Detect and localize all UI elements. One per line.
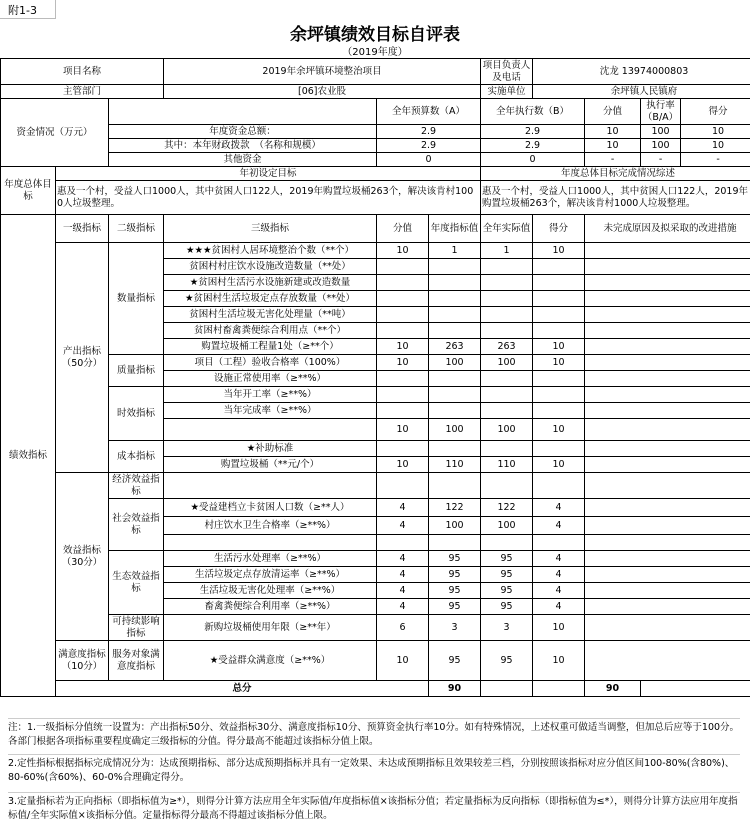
indicator-cell [481, 291, 533, 307]
indicator-cell [429, 323, 481, 339]
indicator-cell [533, 473, 585, 499]
indicator-cell [533, 291, 585, 307]
indicator-cell: 122 [429, 499, 481, 517]
indicator-reason [585, 355, 750, 371]
funds-cell: 2.9 [481, 139, 585, 153]
indicator-cell: 110 [429, 457, 481, 473]
indicator-cell: 10 [377, 355, 429, 371]
funds-cell: 0 [481, 153, 585, 167]
indicator-reason [585, 499, 750, 517]
total-label: 总分 [56, 681, 429, 697]
indicator-cell [533, 441, 585, 457]
project-name-label: 项目名称 [1, 59, 164, 85]
l2-quality: 质量指标 [109, 355, 164, 387]
indicator-name: 新购垃圾桶使用年限（≥**年） [164, 615, 377, 641]
indicator-name: 生活污水处理率（≥**%） [164, 551, 377, 567]
indicator-cell: 4 [377, 599, 429, 615]
indicator-cell [377, 535, 429, 551]
year-label: （2019年度） [342, 47, 408, 58]
indicator-cell [481, 403, 533, 419]
indicator-cell [377, 323, 429, 339]
indicator-cell [429, 473, 481, 499]
funds-blank [109, 99, 377, 125]
indicator-name: 购置垃圾桶（**元/个） [164, 457, 377, 473]
indicator-cell: 4 [377, 583, 429, 599]
indicator-name: ★贫困村生活垃圾定点存放数量（**处） [164, 291, 377, 307]
goal-initial-label: 年初设定目标 [56, 167, 481, 181]
indicator-name [164, 535, 377, 551]
indicator-cell: 4 [533, 599, 585, 615]
indicator-cell: 10 [377, 419, 429, 441]
goal-final-text: 惠及一个村，受益人口1000人，其中贫困人口122人，2019年购置垃圾桶263个，解决该肯村1000人垃圾整理。 [481, 181, 750, 215]
indicator-reason [585, 291, 750, 307]
indicator-name [164, 419, 377, 441]
col-exec: 全年执行数（B） [481, 99, 585, 125]
indicator-cell: 95 [481, 641, 533, 681]
col-ind-score: 分值 [377, 215, 429, 243]
indicator-cell: 100 [481, 355, 533, 371]
col-actual: 全年实际值 [481, 215, 533, 243]
indicator-cell [377, 387, 429, 403]
total-reason [641, 681, 750, 697]
indicator-reason [585, 535, 750, 551]
indicator-cell [377, 441, 429, 457]
indicator-name: 生活垃圾定点存放清运率（≥**%） [164, 567, 377, 583]
total-blank [481, 681, 533, 697]
evaluation-table [0, 58, 750, 697]
col-ind-get: 得分 [533, 215, 585, 243]
indicator-cell: 3 [429, 615, 481, 641]
indicator-cell: 4 [533, 583, 585, 599]
funds-cell: 10 [585, 139, 641, 153]
funds-cell: - [585, 153, 641, 167]
indicator-cell [481, 473, 533, 499]
indicator-cell [377, 307, 429, 323]
col-rate: 执行率（B/A） [641, 99, 681, 125]
indicator-cell [429, 307, 481, 323]
indicator-name: ★贫困村生活污水设施新建或改造数量 [164, 275, 377, 291]
col-reason: 未完成原因及拟采取的改进措施 [585, 215, 750, 243]
indicator-cell: 100 [481, 517, 533, 535]
indicator-cell: 110 [481, 457, 533, 473]
indicator-reason [585, 371, 750, 387]
l1-satisfy: 满意度指标（10分） [56, 641, 109, 681]
indicator-name [164, 473, 377, 499]
indicator-name: 设施正常使用率（≥**%） [164, 371, 377, 387]
impl-label: 实施单位 [481, 85, 533, 99]
indicator-reason [585, 323, 750, 339]
indicator-name: 当年开工率（≥**%） [164, 387, 377, 403]
funds-cell: 2.9 [377, 139, 481, 153]
funds-cell: - [681, 153, 750, 167]
indicator-cell: 95 [429, 641, 481, 681]
indicators-label: 绩效指标 [1, 215, 56, 697]
indicator-reason [585, 615, 750, 641]
indicator-cell [533, 403, 585, 419]
indicator-cell: 100 [481, 419, 533, 441]
indicator-cell [533, 323, 585, 339]
funds-cell: 10 [585, 125, 641, 139]
indicator-cell [429, 275, 481, 291]
indicator-reason [585, 243, 750, 259]
l2-econ: 经济效益指标 [109, 473, 164, 499]
indicator-cell [481, 275, 533, 291]
l1-output: 产出指标（50分） [56, 243, 109, 473]
indicator-cell: 100 [429, 355, 481, 371]
indicator-reason [585, 457, 750, 473]
indicator-cell: 95 [481, 599, 533, 615]
indicator-reason [585, 583, 750, 599]
funds-cell: 100 [641, 125, 681, 139]
indicator-name: 村庄饮水卫生合格率（≥**%） [164, 517, 377, 535]
funds-row-total: 年度资金总额： [109, 125, 377, 139]
indicator-reason [585, 259, 750, 275]
impl-value: 余坪镇人民镇府 [533, 85, 750, 99]
indicator-cell: 10 [533, 339, 585, 355]
indicator-cell: 10 [377, 243, 429, 259]
total-score: 90 [429, 681, 481, 697]
indicator-cell: 10 [377, 457, 429, 473]
indicator-reason [585, 419, 750, 441]
indicator-cell: 95 [429, 599, 481, 615]
indicator-name: ★★★贫困村人居环境整治个数（**个） [164, 243, 377, 259]
total-get: 90 [585, 681, 641, 697]
indicator-cell [429, 387, 481, 403]
appendix-label: 附1-3 [8, 4, 37, 17]
indicator-reason [585, 599, 750, 615]
indicator-cell [377, 473, 429, 499]
indicator-cell: 263 [429, 339, 481, 355]
indicator-cell [533, 371, 585, 387]
indicator-name: ★受益建档立卡贫困人口数（≥**人） [164, 499, 377, 517]
indicator-cell: 4 [377, 551, 429, 567]
indicator-reason [585, 387, 750, 403]
indicator-cell: 4 [533, 499, 585, 517]
indicator-name: 生活垃圾无害化处理率（≥**%） [164, 583, 377, 599]
indicator-cell: 1 [481, 243, 533, 259]
indicator-reason [585, 567, 750, 583]
indicator-cell [481, 387, 533, 403]
l1-effect: 效益指标（30分） [56, 473, 109, 641]
indicator-name: ★补助标准 [164, 441, 377, 457]
funds-cell: 0 [377, 153, 481, 167]
indicator-cell: 95 [481, 583, 533, 599]
indicator-cell [533, 535, 585, 551]
indicator-cell: 263 [481, 339, 533, 355]
indicator-cell [481, 259, 533, 275]
l2-time: 时效指标 [109, 387, 164, 441]
col-l1: 一级指标 [56, 215, 109, 243]
indicator-cell [429, 371, 481, 387]
l2-eco: 生态效益指标 [109, 551, 164, 615]
indicator-reason [585, 441, 750, 457]
indicator-reason [585, 551, 750, 567]
indicator-cell [377, 275, 429, 291]
indicator-cell [481, 307, 533, 323]
dept-label: 主管部门 [1, 85, 164, 99]
indicator-cell: 100 [429, 419, 481, 441]
note-3: 3.定量指标若为正向指标（即指标值为≥*），则得分计算方法应用全年实际值/年度指标值×该指标分值；若定量指标为反向指标（即指标值为≤*），则得分计算方法应用年度指标值/全年实际值×该指标分值。定量指标得分最高不得超过该指标分值上限。 [8, 792, 740, 823]
l2-sustain: 可持续影响指标 [109, 615, 164, 641]
col-l3: 三级指标 [164, 215, 377, 243]
indicator-name: 项目（工程）验收合格率（100%） [164, 355, 377, 371]
indicator-name: 贫困村生活垃圾无害化处理量（**吨） [164, 307, 377, 323]
indicator-cell: 10 [533, 641, 585, 681]
indicator-cell: 4 [533, 517, 585, 535]
indicator-cell: 95 [481, 567, 533, 583]
funds-cell: 2.9 [377, 125, 481, 139]
indicator-cell: 4 [533, 551, 585, 567]
indicator-cell [429, 403, 481, 419]
indicator-name: 购置垃圾桶工程量1处（≥**个） [164, 339, 377, 355]
funds-cell: 10 [681, 139, 750, 153]
indicator-cell [429, 441, 481, 457]
indicator-cell: 10 [533, 355, 585, 371]
indicator-cell [377, 371, 429, 387]
funds-cell: 2.9 [481, 125, 585, 139]
indicator-cell: 4 [533, 567, 585, 583]
indicator-cell [481, 441, 533, 457]
indicator-name: ★受益群众满意度（≥**%） [164, 641, 377, 681]
col-target: 年度指标值 [429, 215, 481, 243]
indicator-cell: 3 [481, 615, 533, 641]
indicator-cell: 4 [377, 567, 429, 583]
indicator-cell [533, 387, 585, 403]
col-get: 得分 [681, 99, 750, 125]
l2-qty: 数量指标 [109, 243, 164, 355]
indicator-cell: 1 [429, 243, 481, 259]
indicator-name: 贫困村村庄饮水设施改造数量（**处） [164, 259, 377, 275]
indicator-cell: 4 [377, 499, 429, 517]
indicator-cell: 10 [377, 641, 429, 681]
note-2: 2.定性指标根据指标完成情况分为：达成预期指标、部分达成预期指标并具有一定效果、未达成预期指标且效果较差三档，分别按照该指标对应分值区间100-80%(含80%)、80-60%(含60%)、60-0%合理确定得分。 [8, 754, 740, 785]
indicator-cell: 4 [377, 517, 429, 535]
funds-cell: - [641, 153, 681, 167]
indicator-cell [481, 371, 533, 387]
indicator-cell: 95 [429, 583, 481, 599]
indicator-reason [585, 473, 750, 499]
indicator-reason [585, 339, 750, 355]
project-name: 2019年余坪镇环境整治项目 [164, 59, 481, 85]
dept-value: [06]农业股 [164, 85, 481, 99]
indicator-reason [585, 275, 750, 291]
note-1: 注：1.一级指标分值统一设置为：产出指标50分、效益指标30分、满意度指标10分、预算资金执行率10分。如有特殊情况，上述权重可做适当调整，但加总后应等于100分。各部门根据各项指标重要程度确定三级指标的分值。得分最高不能超过该指标分值上限。 [8, 718, 740, 749]
indicator-cell: 10 [533, 419, 585, 441]
indicator-cell: 95 [429, 551, 481, 567]
total-blank [533, 681, 585, 697]
owner-value: 沈龙 13974000803 [533, 59, 750, 85]
goal-final-label: 年度总体目标完成情况综述 [481, 167, 750, 181]
indicator-cell [377, 291, 429, 307]
indicator-name: 畜禽粪便综合利用率（≥**%） [164, 599, 377, 615]
owner-label: 项目负责人及电话 [481, 59, 533, 85]
indicator-cell: 6 [377, 615, 429, 641]
indicator-cell [429, 535, 481, 551]
l2-social: 社会效益指标 [109, 499, 164, 551]
indicator-cell: 10 [377, 339, 429, 355]
indicator-cell: 100 [429, 517, 481, 535]
indicator-cell: 10 [533, 457, 585, 473]
col-l2: 二级指标 [109, 215, 164, 243]
indicator-cell [429, 291, 481, 307]
indicator-cell: 122 [481, 499, 533, 517]
indicator-name: 当年完成率（≥**%） [164, 403, 377, 419]
funds-cell: 10 [681, 125, 750, 139]
indicator-cell: 95 [429, 567, 481, 583]
indicator-reason [585, 641, 750, 681]
indicator-cell [481, 323, 533, 339]
funds-row-other: 其他资金 [109, 153, 377, 167]
col-budget: 全年预算数（A） [377, 99, 481, 125]
indicator-cell [481, 535, 533, 551]
indicator-cell [533, 275, 585, 291]
funds-row-fiscal: 其中：本年财政拨款 （名称和规模） [109, 139, 377, 153]
indicator-cell: 10 [533, 615, 585, 641]
indicator-cell [533, 259, 585, 275]
indicator-cell: 10 [533, 243, 585, 259]
l2-cost: 成本指标 [109, 441, 164, 473]
indicator-cell [429, 259, 481, 275]
col-score: 分值 [585, 99, 641, 125]
indicator-reason [585, 517, 750, 535]
funds-cell: 100 [641, 139, 681, 153]
l2-service: 服务对象满意度指标 [109, 641, 164, 681]
goal-initial-text: 惠及一个村，受益人口1000人，其中贫困人口122人，2019年购置垃圾桶263个，解决该肯村1000人垃圾整理。 [56, 181, 481, 215]
goal-label: 年度总体目标 [1, 167, 56, 215]
indicator-cell [377, 403, 429, 419]
indicator-cell [533, 307, 585, 323]
indicator-reason [585, 403, 750, 419]
indicator-cell [377, 259, 429, 275]
indicator-name: 贫困村畜禽粪便综合利用点（**个） [164, 323, 377, 339]
page-title: 余坪镇绩效目标自评表 [290, 25, 460, 45]
indicator-cell: 95 [481, 551, 533, 567]
funds-label: 资金情况（万元） [1, 99, 109, 167]
indicator-reason [585, 307, 750, 323]
